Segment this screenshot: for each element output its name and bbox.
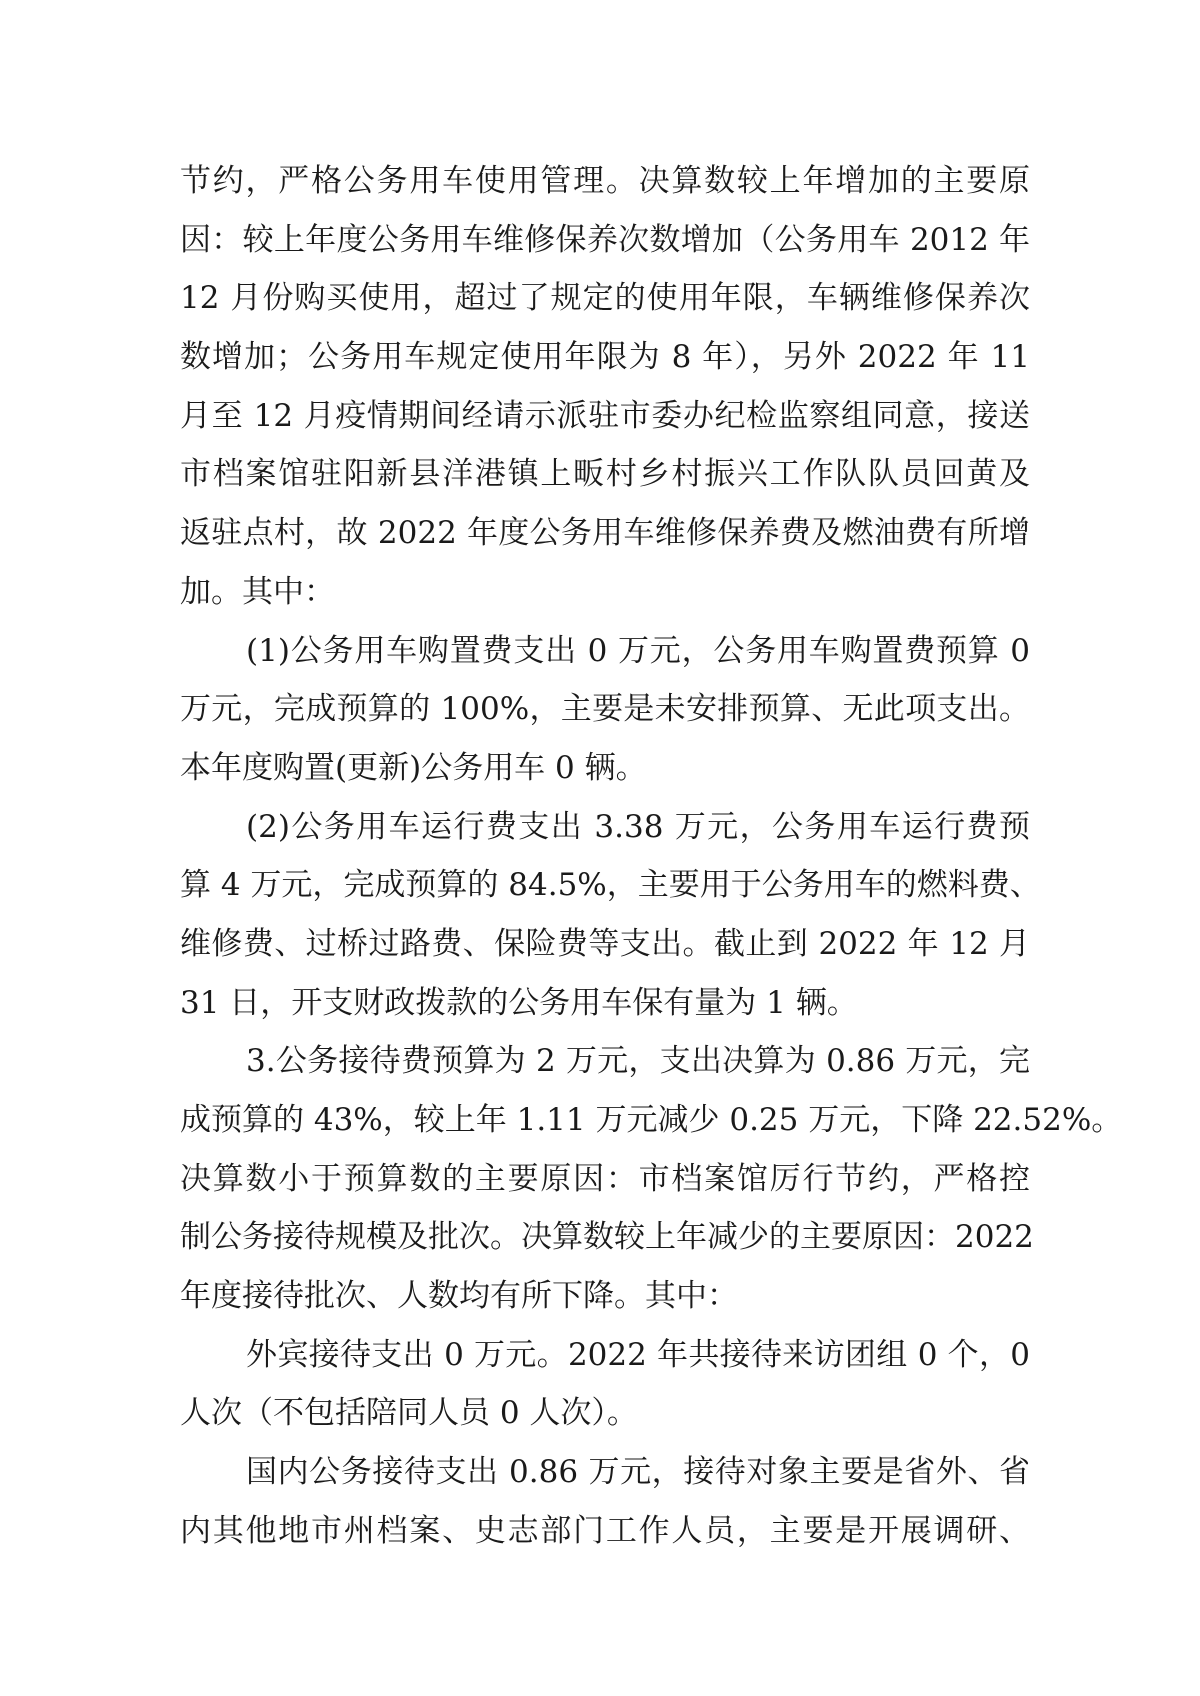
text-line: 本年度购置(更新)公务用车 0 辆。	[180, 749, 647, 786]
text-line: 节约，严格公务用车使用管理。决算数较上年增加的主要原	[180, 163, 1030, 199]
text-line: 决算数小于预算数的主要原因：市档案馆厉行节约，严格控	[180, 1160, 1030, 1197]
text-line: 返驻点村，故 2022 年度公务用车维修保养费及燃油费有所增	[180, 515, 1030, 552]
text-line: (1)公务用车购置费支出 0 万元，公务用车购置费预算 0	[246, 632, 1030, 669]
text-line: 数增加；公务用车规定使用年限为 8 年），另外 2022 年 11	[180, 339, 1030, 376]
text-line: 因：较上年度公务用车维修保养次数增加（公务用车 2012 年	[180, 221, 1030, 258]
text-line: 加。其中：	[180, 573, 335, 610]
text-line: 年度接待批次、人数均有所下降。其中：	[180, 1278, 738, 1315]
text-line: 算 4 万元，完成预算的 84.5%，主要用于公务用车的燃料费、	[180, 867, 1041, 904]
text-line: 维修费、过桥过路费、保险费等支出。截止到 2022 年 12 月	[180, 925, 1030, 962]
body-text	[180, 152, 1123, 1561]
text-line: 市档案馆驻阳新县洋港镇上畈村乡村振兴工作队队员回黄及	[180, 456, 1030, 493]
text-line: 31 日，开支财政拨款的公务用车保有量为 1 辆。	[180, 984, 858, 1021]
text-line: 万元，完成预算的 100%，主要是未安排预算、无此项支出。	[180, 691, 1030, 728]
text-line: 国内公务接待支出 0.86 万元，接待对象主要是省外、省	[246, 1454, 1030, 1491]
text-line: 内其他地市州档案、史志部门工作人员，主要是开展调研、	[180, 1512, 1030, 1549]
text-line: (2)公务用车运行费支出 3.38 万元，公务用车运行费预	[246, 808, 1030, 845]
text-line: 3.公务接待费预算为 2 万元，支出决算为 0.86 万元，完	[246, 1043, 1030, 1080]
text-line: 外宾接待支出 0 万元。2022 年共接待来访团组 0 个，0	[246, 1336, 1030, 1373]
text-line: 12 月份购买使用，超过了规定的使用年限，车辆维修保养次	[180, 280, 1030, 317]
text-line: 月至 12 月疫情期间经请示派驻市委办纪检监察组同意，接送	[180, 397, 1030, 434]
text-line: 制公务接待规模及批次。决算数较上年减少的主要原因：2022	[180, 1219, 1034, 1256]
text-line: 人次（不包括陪同人员 0 人次）。	[180, 1395, 638, 1432]
text-line: 成预算的 43%，较上年 1.11 万元减少 0.25 万元，下降 22.52%。	[180, 1102, 1123, 1138]
